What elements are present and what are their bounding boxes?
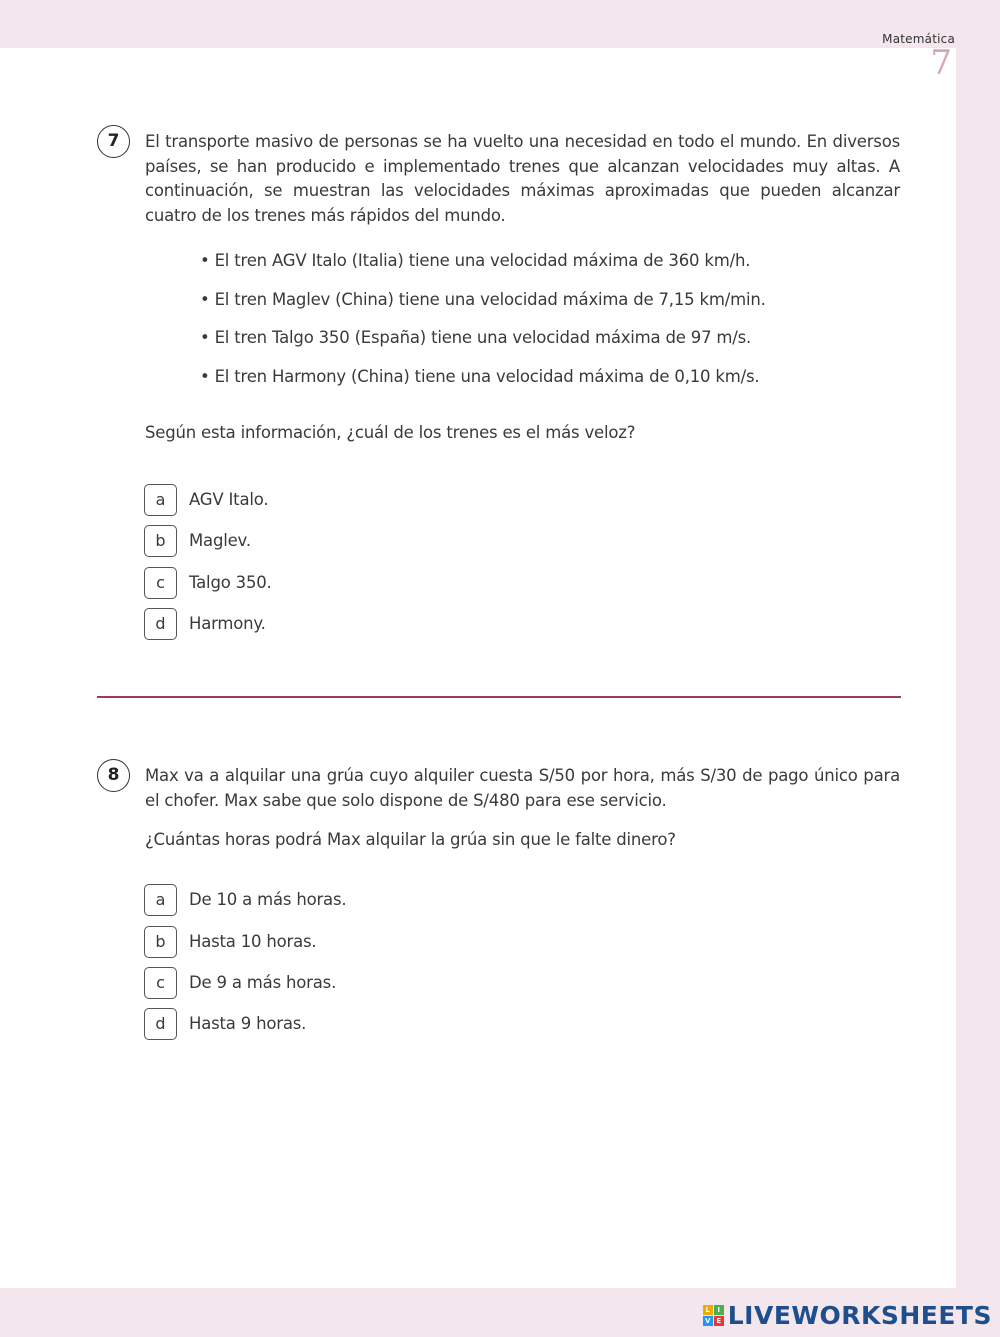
q8-option-c[interactable] bbox=[144, 966, 336, 999]
option-letter-box[interactable]: d bbox=[144, 1008, 177, 1040]
question-number-8: 8 bbox=[97, 759, 130, 792]
q8-option-b[interactable] bbox=[144, 925, 316, 958]
question-number-7: 7 bbox=[97, 125, 130, 158]
option-letter-box[interactable]: c bbox=[144, 967, 177, 999]
question-8-prompt: ¿Cuántas horas podrá Max alquilar la grúa sin que le falte dinero? bbox=[145, 830, 676, 849]
q7-option-d[interactable] bbox=[144, 607, 266, 640]
section-divider bbox=[97, 696, 901, 698]
option-text: Talgo 350. bbox=[189, 573, 272, 592]
q7-option-b[interactable] bbox=[144, 524, 251, 557]
q7-option-a[interactable] bbox=[144, 483, 268, 516]
logo-blocks-icon: L I V E bbox=[703, 1305, 724, 1326]
option-letter-box[interactable]: b bbox=[144, 926, 177, 958]
option-text: AGV Italo. bbox=[189, 490, 269, 509]
worksheet-page bbox=[0, 43, 956, 1288]
option-text: De 10 a más horas. bbox=[189, 890, 347, 909]
q7-option-c[interactable] bbox=[144, 566, 272, 599]
grade-number: 7 bbox=[930, 43, 952, 83]
logo-text: LIVEWORKSHEETS bbox=[727, 1301, 992, 1330]
option-text: Hasta 10 horas. bbox=[189, 932, 317, 951]
question-7-intro: El transporte masivo de personas se ha vuelto una necesidad en todo el mundo. En diversos países, se han producido e implementado trenes que alcanzan velocidades muy altas. A continuación, se muestran las velocidades máximas aproximadas que pueden alcanzar cuatro de los trenes más rápidos del mundo. bbox=[145, 132, 900, 225]
train-item-maglev: • El tren Maglev (China) tiene una velocidad máxima de 7,15 km/min. bbox=[200, 290, 766, 309]
train-item-agv: • El tren AGV Italo (Italia) tiene una velocidad máxima de 360 km/h. bbox=[200, 251, 751, 270]
option-letter-box[interactable]: d bbox=[144, 608, 177, 640]
option-text: Maglev. bbox=[189, 531, 251, 550]
question-7-prompt: Según esta información, ¿cuál de los trenes es el más veloz? bbox=[145, 423, 636, 442]
option-text: Harmony. bbox=[189, 614, 266, 633]
option-letter-box[interactable]: a bbox=[144, 884, 177, 916]
subject-label: Matemática bbox=[882, 32, 955, 46]
question-8-intro: Max va a alquilar una grúa cuyo alquiler cuesta S/50 por hora, más S/30 de pago único para el chofer. Max sabe que solo dispone de S/480 para ese servicio. bbox=[145, 766, 900, 810]
liveworksheets-logo[interactable] bbox=[703, 1301, 992, 1330]
option-letter-box[interactable]: b bbox=[144, 525, 177, 557]
train-item-harmony: • El tren Harmony (China) tiene una velocidad máxima de 0,10 km/s. bbox=[200, 367, 760, 386]
option-text: De 9 a más horas. bbox=[189, 973, 337, 992]
option-letter-box[interactable]: a bbox=[144, 484, 177, 516]
train-item-talgo: • El tren Talgo 350 (España) tiene una velocidad máxima de 97 m/s. bbox=[200, 328, 752, 347]
option-letter-box[interactable]: c bbox=[144, 567, 177, 599]
q8-option-d[interactable] bbox=[144, 1007, 306, 1040]
q8-option-a[interactable] bbox=[144, 883, 346, 916]
option-text: Hasta 9 horas. bbox=[189, 1014, 307, 1033]
